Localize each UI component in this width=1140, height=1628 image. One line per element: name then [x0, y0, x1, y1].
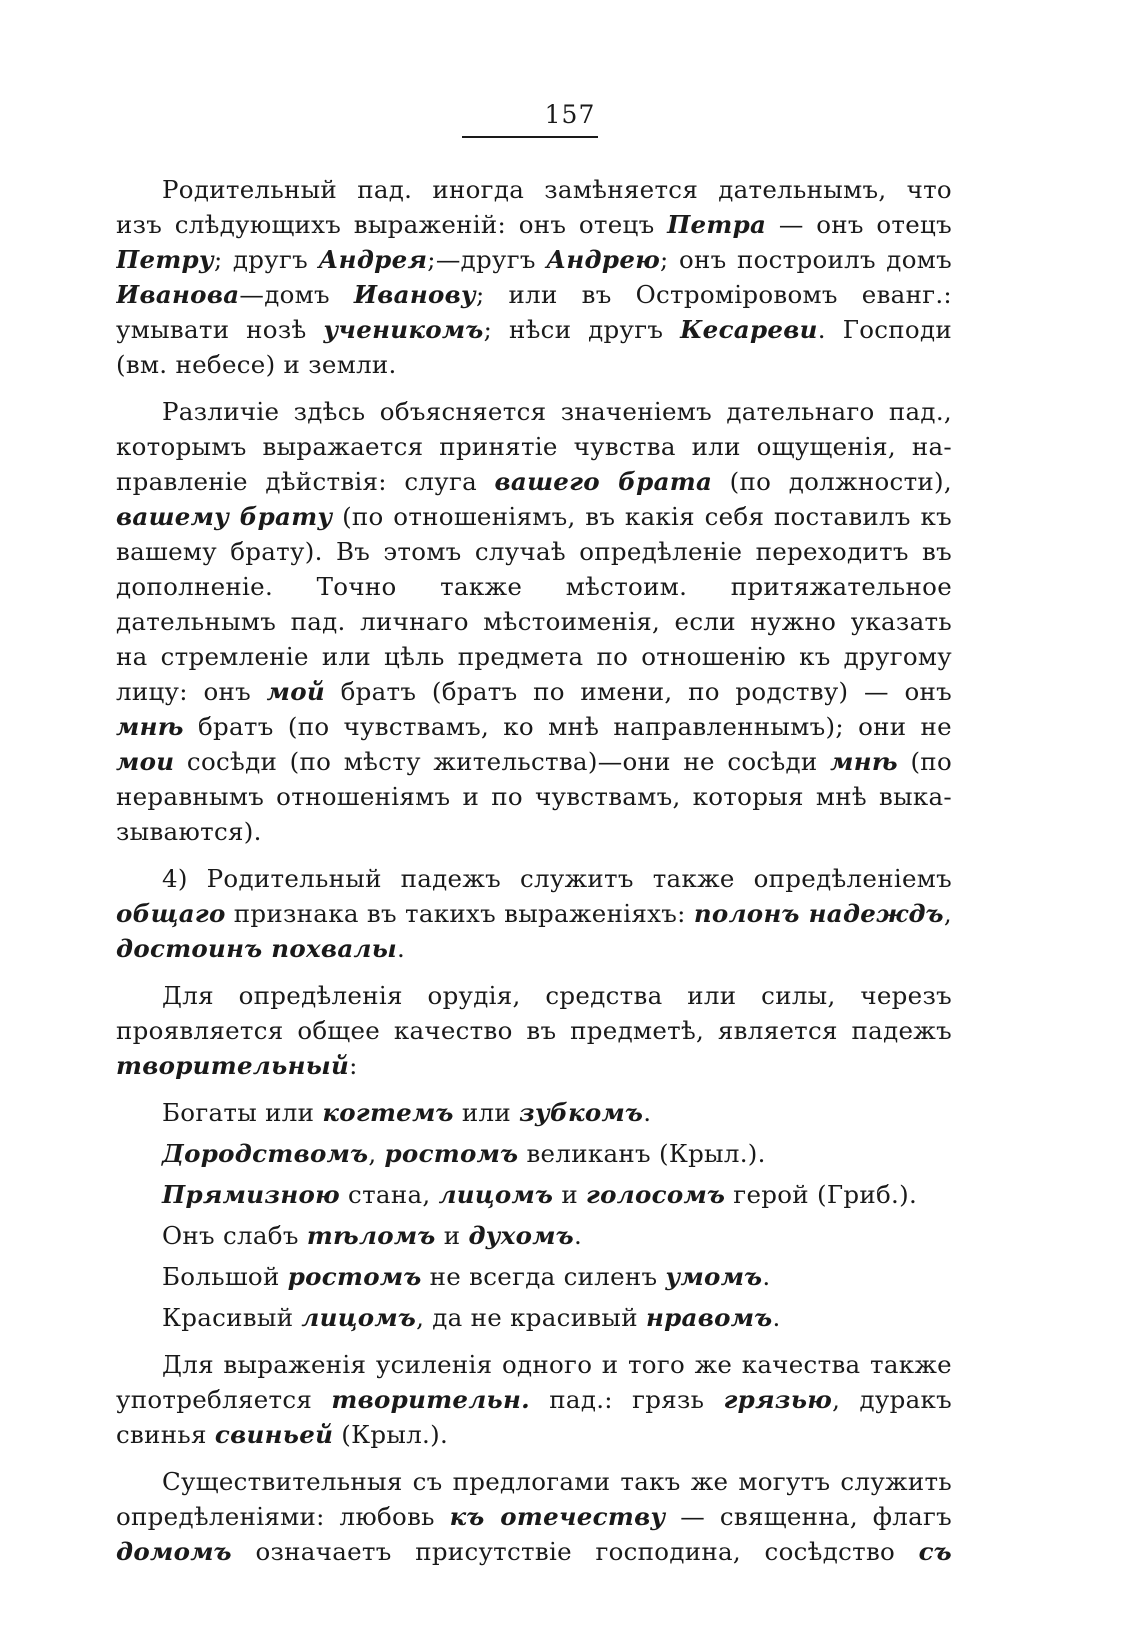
paragraph [116, 394, 952, 849]
example-line: Онъ слабъ тѣломъ и духомъ. [162, 1221, 583, 1250]
text-line: творительный: [116, 1051, 358, 1080]
header-rule [462, 136, 598, 138]
paragraph [116, 172, 952, 382]
text-line: лицу: онъ мой братъ (братъ по имени, по родству) — онъ [116, 677, 952, 706]
text-line: зываются). [116, 817, 262, 846]
text-line: неравнымъ отношеніямъ и по чувствамъ, которыя мнѣ выка- [116, 782, 952, 811]
text-line: дательнымъ пад. личнаго мѣстоименія, если нужно указать [116, 607, 952, 636]
page-text [116, 172, 952, 1569]
text-line: проявляется общее качество въ предметѣ, является падежъ [116, 1016, 952, 1045]
text-line: Существительныя съ предлогами такъ же могутъ служить [162, 1467, 952, 1496]
text-line: (вм. небесе) и земли. [116, 350, 397, 379]
example-line: Дородствомъ, ростомъ великанъ (Крыл.). [162, 1139, 766, 1168]
text-line: Родительный пад. иногда замѣняется дательнымъ, что [162, 175, 952, 204]
text-line: Для выраженія усиленія одного и того же качества также [162, 1350, 952, 1379]
page-number: 157 [544, 100, 596, 129]
text-line: Петру; другъ Андрея;—другъ Андрею; онъ построилъ домъ [116, 245, 952, 274]
text-line: 4) Родительный падежъ служитъ также опредѣленіемъ [162, 864, 952, 893]
paragraph [116, 978, 952, 1083]
paragraph [116, 1464, 952, 1569]
example-line: Большой ростомъ не всегда силенъ умомъ. [162, 1262, 771, 1291]
paragraph [116, 861, 952, 966]
example-line: Красивый лицомъ, да не красивый нравомъ. [162, 1303, 781, 1332]
text-line: мои сосѣди (по мѣсту жительства)—они не сосѣди мнѣ (по [116, 747, 952, 776]
text-line: достоинъ похвалы. [116, 934, 406, 963]
text-line: изъ слѣдующихъ выраженій: онъ отецъ Петра — онъ отецъ [116, 210, 952, 239]
text-line: вашему брату (по отношеніямъ, въ какія себя поставилъ къ [116, 502, 952, 531]
text-line: Различіе здѣсь объясняется значеніемъ дательнаго пад., [162, 397, 952, 426]
text-line: опредѣленіями: любовь къ отечеству — священна, флагъ [116, 1502, 952, 1531]
text-line: дополненіе. Точно также мѣстоим. притяжательное [116, 572, 952, 601]
text-line: свинья свиньей (Крыл.). [116, 1420, 449, 1449]
example-line: Прямизною стана, лицомъ и голосомъ герой (Гриб.). [162, 1180, 918, 1209]
text-line: Для опредѣленія орудія, средства или силы, черезъ [162, 981, 952, 1010]
paragraph [116, 1347, 952, 1452]
text-line: домомъ означаетъ присутствіе господина, сосѣдство съ [116, 1537, 952, 1566]
text-line: на стремленіе или цѣль предмета по отношенію къ другому [116, 642, 952, 671]
text-line: употребляется творительн. пад.: грязь грязью, дуракъ [116, 1385, 952, 1414]
examples-list [116, 1095, 952, 1335]
text-line: которымъ выражается принятіе чувства или ощущенія, на- [116, 432, 952, 461]
text-line: умывати нозѣ ученикомъ; нѣси другъ Кесареви. Господи [116, 315, 952, 344]
text-line: правленіе дѣйствія: слуга вашего брата (по должности), [116, 467, 952, 496]
text-line: мнѣ братъ (по чувствамъ, ко мнѣ направленнымъ); они не [116, 712, 952, 741]
example-line: Богаты или когтемъ или зубкомъ. [162, 1098, 652, 1127]
text-line: Иванова—домъ Иванову; или въ Остроміровомъ еванг.: [116, 280, 952, 309]
text-line: общаго признака въ такихъ выраженіяхъ: полонъ надеждъ, [116, 899, 952, 928]
text-line: вашему брату). Въ этомъ случаѣ опредѣленіе переходитъ въ [116, 537, 952, 566]
